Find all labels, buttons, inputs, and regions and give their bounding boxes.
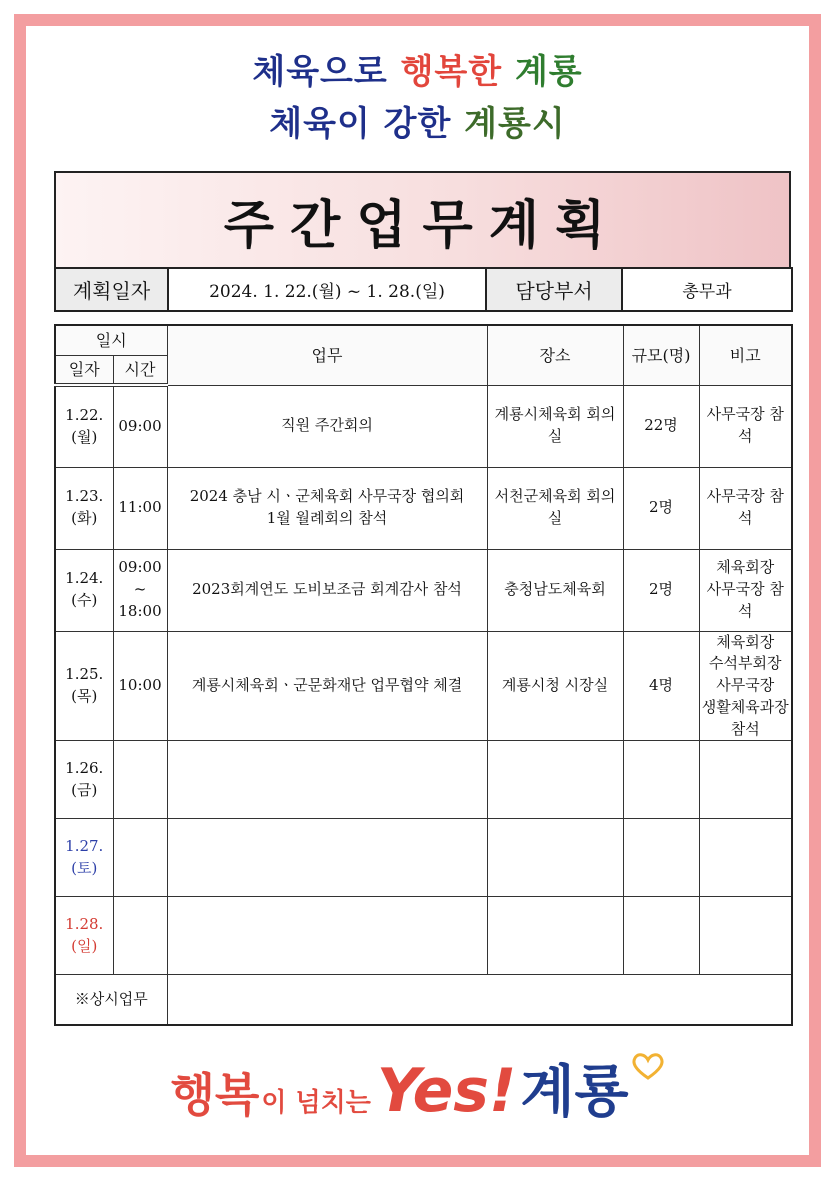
remarks-cell-line: 참석 [730,719,760,738]
header-datetime: 일시 [55,325,167,355]
place-cell: 서천군체육회 회의실 [487,467,623,549]
date-text: 1.23. [65,487,104,506]
task-cell-line: 직원 주간회의 [281,416,373,435]
remarks-cell-line: 수석부회장 [709,654,782,673]
task-cell-line: 2024 충남 시ㆍ군체육회 사무국장 협의회 [189,487,465,506]
date-cell [55,741,113,819]
task-cell [167,549,487,631]
time-cell [113,897,167,975]
scale-cell: 2명 [623,549,699,631]
place-cell [487,897,623,975]
date-cell [55,897,113,975]
time-cell-line: ~ [133,580,147,599]
remarks-cell [699,741,792,819]
time-cell [113,631,167,741]
date-text: 1.22. [65,406,104,424]
logo-yes-text: Yes! [376,1056,517,1126]
slogan-line-1 [0,44,835,93]
place-cell [487,819,623,897]
scale-cell: 4명 [623,631,699,741]
remarks-cell-line: 체육회장 [716,632,775,651]
date-cell [55,385,113,467]
task-cell [167,819,487,897]
regular-tasks-row [55,975,792,1025]
remarks-cell [699,819,792,897]
slogan-segment: 행복한 [400,52,515,92]
remarks-cell [699,549,792,631]
date-text: (목) [71,686,98,705]
task-cell-line: 계룡시체육회ㆍ군문화재단 업무협약 체결 [191,676,463,694]
date-text: (토) [71,858,98,877]
date-text: 1.27. [65,837,104,855]
date-text: 1.24. [65,569,104,588]
dept-label: 담당부서 [486,268,622,311]
plan-info-table [54,267,793,312]
time-cell [113,467,167,549]
place-cell: 계룡시체육회 회의실 [487,385,623,467]
place-cell [487,741,623,819]
regular-tasks-label: ※상시업무 [55,975,167,1025]
scale-cell: 22명 [623,385,699,467]
bottom-slogan-logo [0,1048,835,1148]
remarks-cell [699,467,792,549]
time-cell-line: 18:00 [118,601,162,620]
plan-date-label: 계획일자 [55,268,168,311]
header-remarks: 비고 [699,325,792,385]
logo-city-text: 계룡 [520,1060,629,1125]
table-row [55,819,792,897]
regular-tasks-content [167,975,792,1025]
table-row [55,385,792,467]
schedule-table [54,324,793,1026]
remarks-cell [699,897,792,975]
date-text: 1.26. [65,759,104,777]
slogan-segment: 계룡시 [464,104,566,144]
date-text: 1.25. [65,665,104,684]
slogan-segment: 체육으로 [252,52,401,92]
time-cell [113,549,167,631]
task-cell-line: 1월 월례회의 참석 [266,509,388,527]
task-cell [167,897,487,975]
slogan-segment: 계룡 [514,52,583,92]
date-text: (금) [71,780,98,799]
date-text: (월) [71,427,98,446]
time-cell-line: 10:00 [118,676,162,694]
remarks-cell-line: 사무국장 참석 [706,405,784,445]
date-cell [55,631,113,741]
scale-cell [623,819,699,897]
date-cell [55,549,113,631]
date-cell [55,819,113,897]
place-cell: 충청남도체육회 [487,549,623,631]
table-row [55,897,792,975]
table-row [55,467,792,549]
header-place: 장소 [487,325,623,385]
date-text: (일) [71,936,98,955]
logo-overflowing-text: 이 넘치는 [261,1088,371,1118]
task-cell [167,741,487,819]
dept-value: 총무과 [622,268,792,311]
scale-cell [623,897,699,975]
heart-icon [631,1051,665,1085]
time-cell [113,819,167,897]
remarks-cell [699,631,792,741]
time-cell [113,741,167,819]
scale-cell [623,741,699,819]
header-time: 시간 [113,355,167,385]
date-cell [55,467,113,549]
header-task: 업무 [167,325,487,385]
remarks-cell-line: 생활체육과장 [701,697,789,716]
task-cell [167,385,487,467]
page-title: 주간업무계획 [223,195,622,256]
task-cell-line: 2023회계연도 도비보조금 회계감사 참석 [192,580,462,599]
remarks-cell-line: 사무국장 참석 [706,487,784,527]
header-date: 일자 [55,355,113,385]
plan-date-value: 2024. 1. 22.(월) ~ 1. 28.(일) [168,268,486,311]
slogan-line-2 [0,96,835,145]
table-row [55,631,792,741]
remarks-cell-line: 체육회장 [716,558,775,577]
remarks-cell [699,385,792,467]
task-cell [167,631,487,741]
date-text: (수) [71,591,98,609]
remarks-cell-line: 사무국장 참석 [706,580,784,620]
place-cell: 계룡시청 시장실 [487,631,623,741]
table-row [55,741,792,819]
time-cell-line: 11:00 [118,498,162,517]
table-row [55,549,792,631]
time-cell-line: 09:00 [118,416,162,435]
slogan-segment: 체육이 강한 [269,104,465,144]
task-cell [167,467,487,549]
scale-cell: 2명 [623,467,699,549]
title-banner [54,171,791,267]
logo-happy-text: 행복 [170,1068,260,1122]
time-cell-line: 09:00 [118,558,162,577]
date-text: 1.28. [65,915,104,933]
date-text: (화) [71,509,98,527]
header-scale: 규모(명) [623,325,699,385]
time-cell [113,385,167,467]
remarks-cell-line: 사무국장 [716,676,775,694]
